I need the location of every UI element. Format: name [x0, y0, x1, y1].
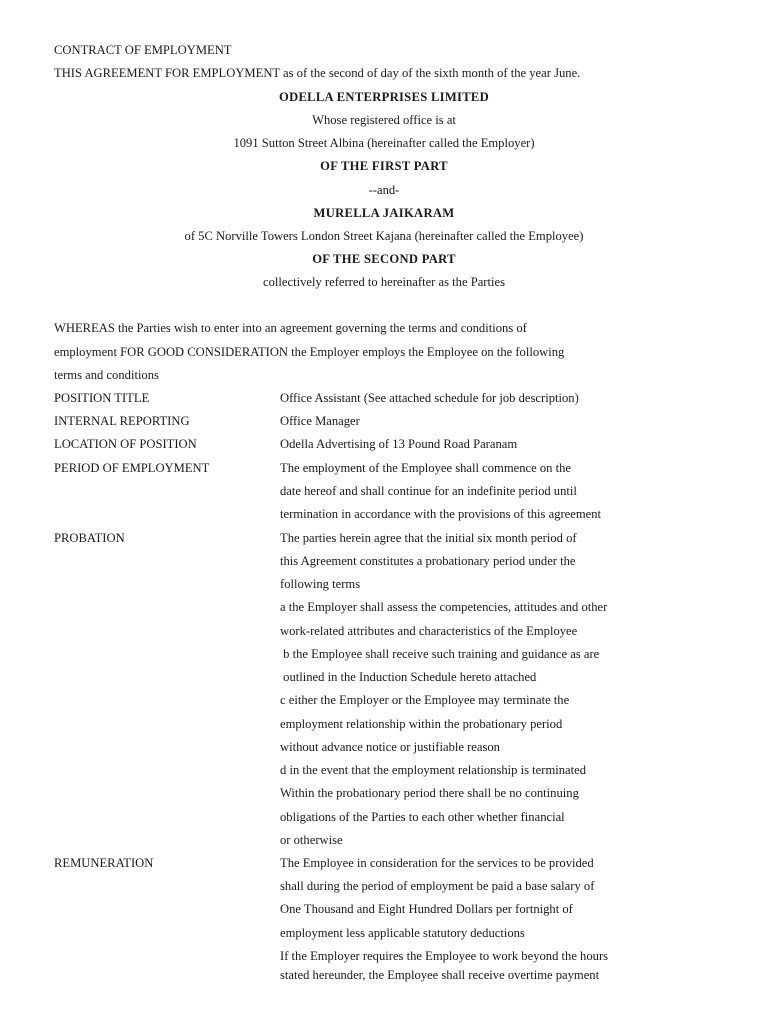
and-separator: --and- — [368, 183, 400, 197]
term-value: b the Employee shall receive such training and guidance as are — [280, 647, 600, 661]
employer-address: 1091 Sutton Street Albina (hereinafter called the Employer) — [233, 136, 535, 150]
term-label: INTERNAL REPORTING — [54, 414, 190, 428]
term-value: this Agreement constitutes a probationary period under the — [280, 554, 576, 568]
term-value: a the Employer shall assess the competencies, attitudes and other — [280, 600, 608, 614]
term-value: Within the probationary period there shall be no continuing — [280, 786, 579, 800]
term-value: The employment of the Employee shall commence on the — [280, 461, 571, 475]
term-value: Office Manager — [280, 414, 360, 428]
whereas-line: WHEREAS the Parties wish to enter into an agreement governing the terms and conditions of — [54, 321, 527, 335]
parties-definition: collectively referred to hereinafter as the Parties — [263, 275, 505, 289]
term-value: The Employee in consideration for the services to be provided — [280, 856, 594, 870]
term-value: d in the event that the employment relationship is terminated — [280, 763, 587, 777]
document-heading: CONTRACT OF EMPLOYMENT — [54, 43, 232, 57]
term-label: PROBATION — [54, 531, 125, 545]
employee-address: of 5C Norville Towers London Street Kajana (hereinafter called the Employee) — [184, 229, 584, 243]
term-value: outlined in the Induction Schedule hereto attached — [280, 670, 537, 684]
agreement-intro: THIS AGREEMENT FOR EMPLOYMENT as of the second of day of the sixth month of the year June. — [54, 66, 581, 80]
term-value: c either the Employer or the Employee may terminate the — [280, 693, 570, 707]
term-value: obligations of the Parties to each other whether financial — [280, 810, 565, 824]
term-value: employment less applicable statutory deductions — [280, 926, 525, 940]
term-value: The parties herein agree that the initial six month period of — [280, 531, 577, 545]
term-value: following terms — [280, 577, 361, 591]
term-label: REMUNERATION — [54, 856, 154, 870]
first-part-label: OF THE FIRST PART — [320, 159, 448, 173]
term-value: termination in accordance with the provisions of this agreement — [280, 507, 602, 521]
term-value: date hereof and shall continue for an indefinite period until — [280, 484, 577, 498]
term-value: employment relationship within the probationary period — [280, 717, 563, 731]
term-value: One Thousand and Eight Hundred Dollars per fortnight of — [280, 902, 573, 916]
term-value: Office Assistant (See attached schedule for job description) — [280, 391, 579, 405]
term-value: or otherwise — [280, 833, 343, 847]
term-value: Odella Advertising of 13 Pound Road Paranam — [280, 437, 518, 451]
term-label: LOCATION OF POSITION — [54, 437, 197, 451]
term-label: PERIOD OF EMPLOYMENT — [54, 461, 210, 475]
employer-name: ODELLA ENTERPRISES LIMITED — [278, 90, 490, 104]
whereas-line: employment FOR GOOD CONSIDERATION the Employer employs the Employee on the following — [54, 345, 565, 359]
term-value: work-related attributes and characteristics of the Employee — [280, 624, 578, 638]
registered-office-label: Whose registered office is at — [312, 113, 456, 127]
term-value: stated hereunder, the Employee shall receive overtime payment — [280, 968, 600, 982]
employee-name: MURELLA JAIKARAM — [313, 206, 455, 220]
term-value: If the Employer requires the Employee to work beyond the hours — [280, 949, 609, 963]
term-label: POSITION TITLE — [54, 391, 150, 405]
whereas-line: terms and conditions — [54, 368, 159, 382]
term-value: shall during the period of employment be paid a base salary of — [280, 879, 595, 893]
second-part-label: OF THE SECOND PART — [312, 252, 456, 266]
term-value: without advance notice or justifiable reason — [280, 740, 500, 754]
